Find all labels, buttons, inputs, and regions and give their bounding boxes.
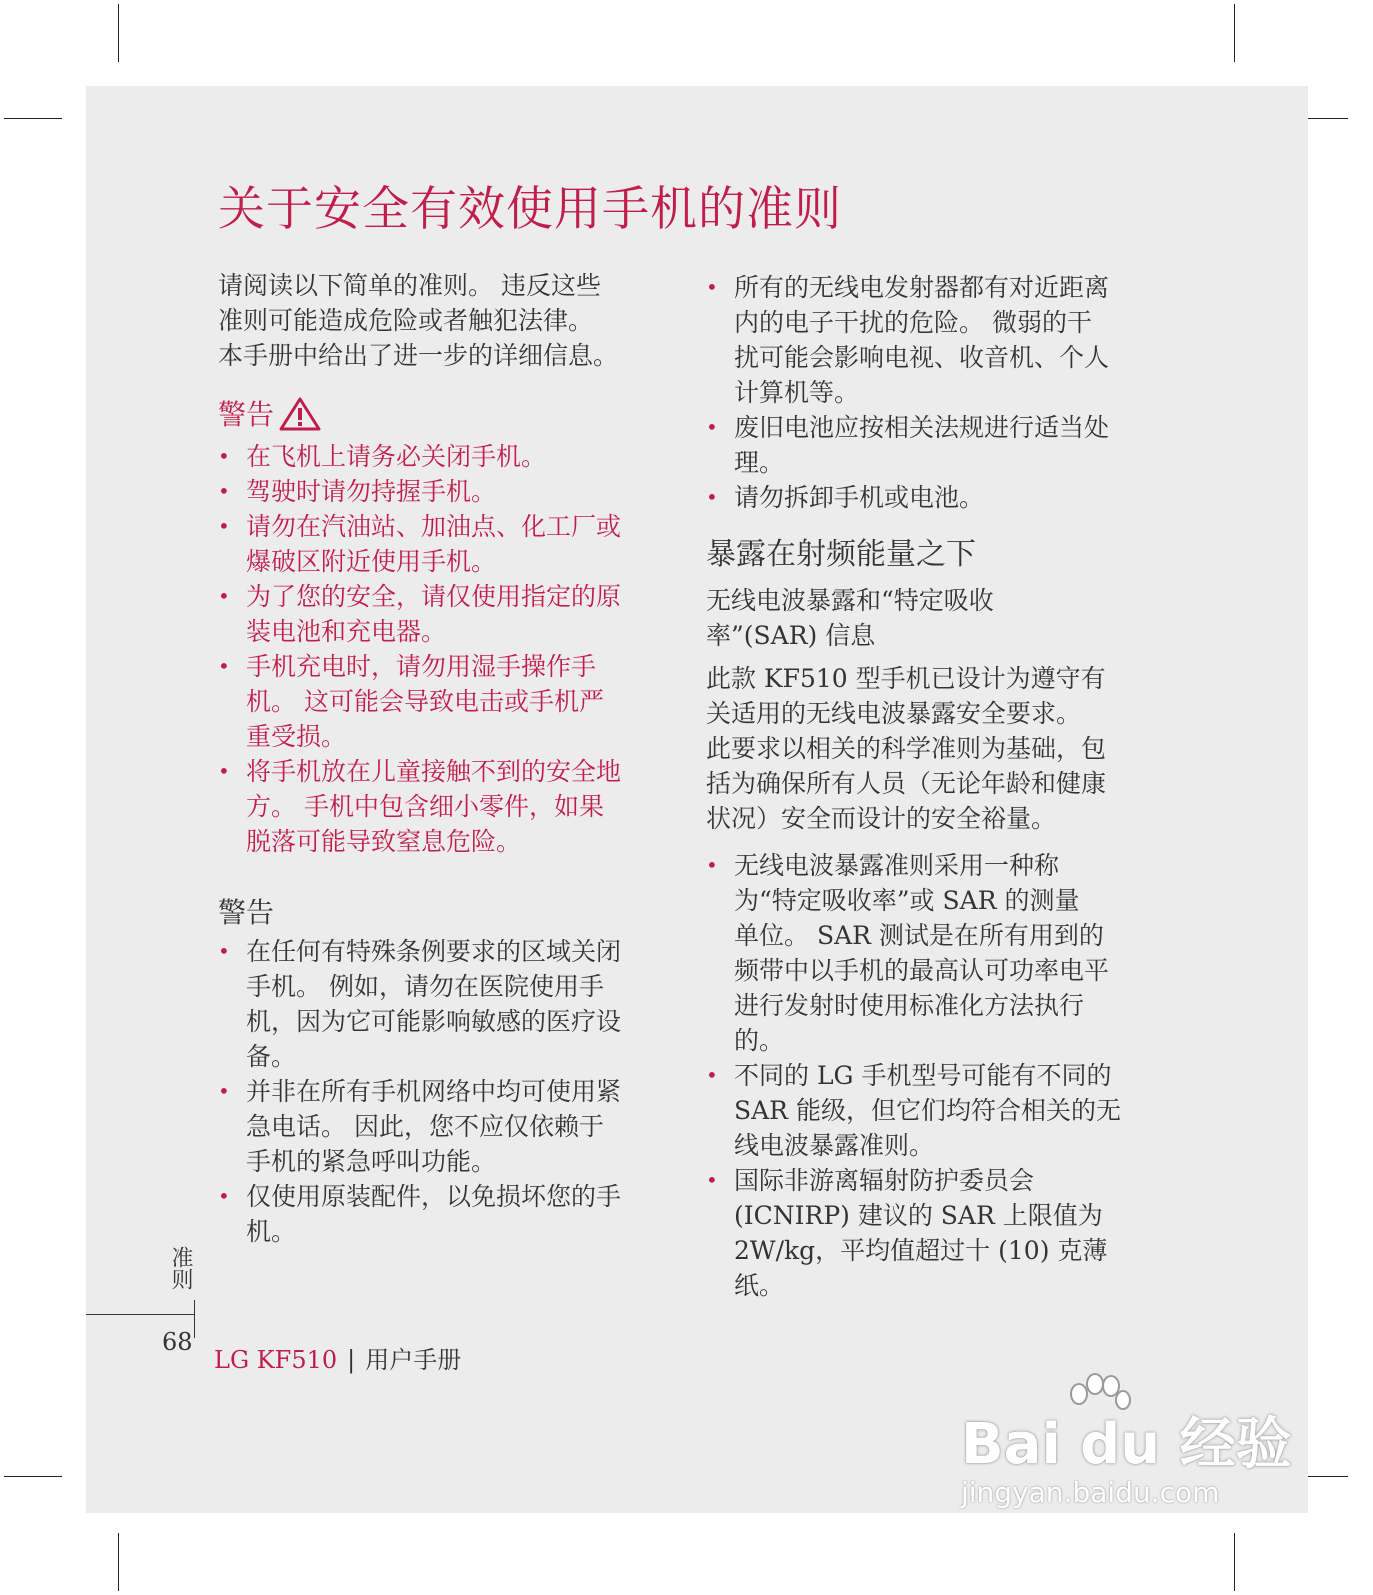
side-divider-tick (194, 1300, 195, 1338)
list-item: • 请勿拆卸手机或电池。 (706, 480, 1176, 515)
footer-separator: | (347, 1346, 356, 1374)
interference-list (706, 270, 1176, 515)
watermark-logo-text: Bai du 经验 (961, 1412, 1292, 1477)
intro-line: 本手册中给出了进一步的详细信息。 (218, 341, 619, 370)
list-item: • 将手机放在儿童接触不到的安全地 方。 手机中包含细小零件，如果 脱落可能导致窒息危险。 (218, 754, 676, 859)
footer (214, 1340, 461, 1375)
crop-mark (4, 118, 62, 119)
intro-line: 请阅读以下简单的准则。 违反这些 (218, 271, 601, 300)
warning-heading-text: 警告 (218, 397, 275, 431)
footer-brand: LG KF510 (214, 1346, 338, 1374)
warning-triangle-icon (278, 396, 322, 432)
left-column (218, 268, 676, 1249)
side-divider (86, 1314, 194, 1315)
list-item: • 国际非游离辐射防护委员会 (ICNIRP) 建议的 SAR 上限值为 2W/kg，平均值超过十 (10) 克薄 纸。 (706, 1163, 1176, 1303)
list-item: • 在飞机上请务必关闭手机。 (218, 439, 676, 474)
list-item: • 驾驶时请勿持握手机。 (218, 474, 676, 509)
warning-list-1 (218, 439, 676, 859)
list-item: • 请勿在汽油站、加油点、化工厂或 爆破区附近使用手机。 (218, 509, 676, 579)
crop-mark (4, 1476, 62, 1477)
rf-exposure-heading: 暴露在射频能量之下 (706, 537, 976, 572)
intro-line: 准则可能造成危险或者触犯法律。 (218, 306, 594, 335)
crop-mark (118, 1533, 119, 1591)
baidu-watermark (955, 1372, 1292, 1512)
list-item: • 废旧电池应按相关法规进行适当处 理。 (706, 410, 1176, 480)
crop-mark (1234, 4, 1235, 62)
watermark-url: jingyan.baidu.com (961, 1476, 1220, 1509)
page-number: 68 (162, 1328, 193, 1356)
warning-heading-1 (218, 391, 676, 437)
intro-paragraph (218, 268, 676, 373)
rf-paragraph: 此款 KF510 型手机已设计为遵守有 关适用的无线电波暴露安全要求。 此要求以相关的科学准则为基础，包 括为确保所有人员（无论年龄和健康 状况）安全而设计的安全裕量。 (706, 664, 1107, 833)
list-item: • 在任何有特殊条例要求的区域关闭 手机。 例如，请勿在医院使用手 机，因为它可能影响敏感的医疗设 备。 (218, 934, 676, 1074)
list-item: • 手机充电时，请勿用湿手操作手 机。 这可能会导致电击或手机严 重受损。 (218, 649, 676, 754)
page-title: 关于安全有效使用手机的准则 (218, 182, 842, 237)
section-side-label: 准则 (168, 1246, 193, 1290)
crop-mark (1234, 1533, 1235, 1591)
sar-list (706, 848, 1176, 1303)
list-item: • 无线电波暴露准则采用一种称 为“特定吸收率”或 SAR 的测量 单位。 SAR 测试是在所有用到的 频带中以手机的最高认可功率电平 进行发射时使用标准化方法执行 的。 (706, 848, 1176, 1058)
sar-subheading: 无线电波暴露和“特定吸收 率”(SAR) 信息 (706, 586, 994, 650)
list-item: • 为了您的安全，请仅使用指定的原 装电池和充电器。 (218, 579, 676, 649)
list-item: • 不同的 LG 手机型号可能有不同的 SAR 能级，但它们均符合相关的无 线电波暴露准则。 (706, 1058, 1176, 1163)
warning-list-2 (218, 934, 676, 1249)
list-item: • 仅使用原装配件，以免损坏您的手 机。 (218, 1179, 676, 1249)
list-item: • 所有的无线电发射器都有对近距离 内的电子干扰的危险。 微弱的干 扰可能会影响电视、收音机、个人 计算机等。 (706, 270, 1176, 410)
crop-mark (118, 4, 119, 62)
footer-manual-label: 用户手册 (365, 1346, 462, 1374)
list-item: • 并非在所有手机网络中均可使用紧 急电话。 因此，您不应仅依赖于 手机的紧急呼叫功能。 (218, 1074, 676, 1179)
right-column (706, 268, 1176, 1303)
warning-heading-2: 警告 (218, 896, 275, 929)
